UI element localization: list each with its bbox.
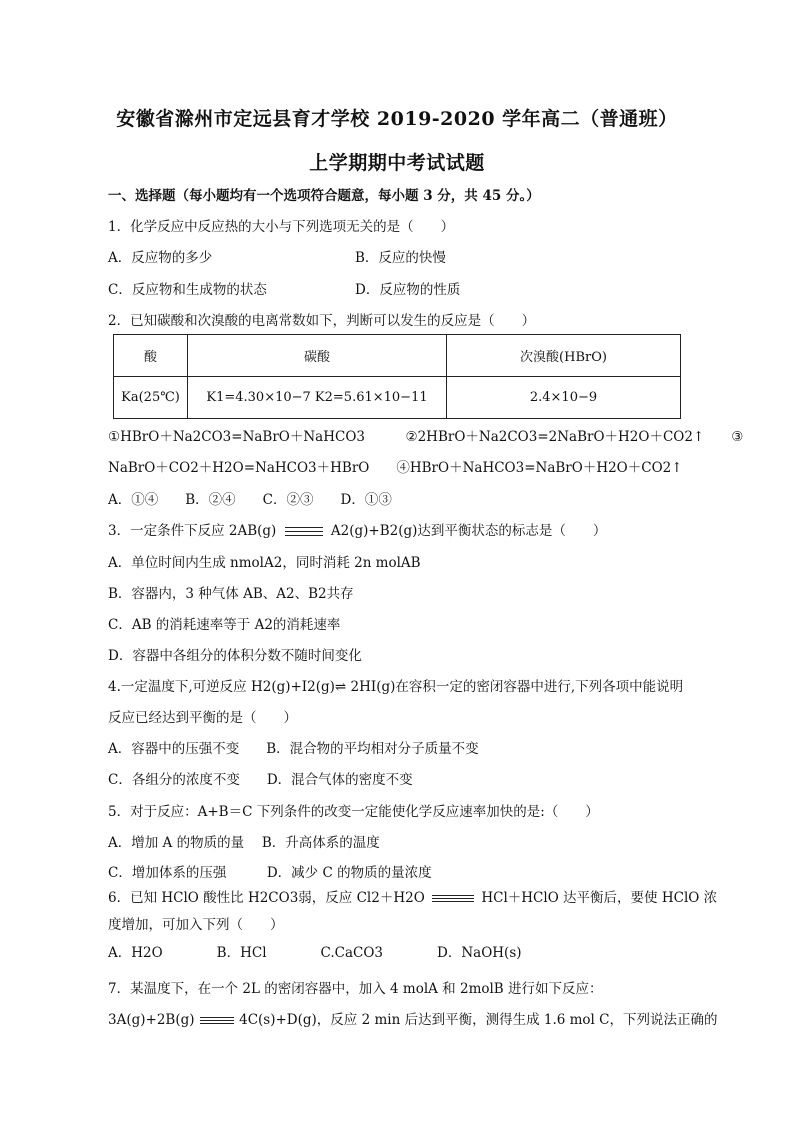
q6-stem-line1 xyxy=(108,888,717,908)
q1-option-c: C．反应物和生成物的状态 xyxy=(108,282,267,298)
q1-stem: 1．化学反应中反应热的大小与下列选项无关的是（ ） xyxy=(108,219,455,235)
table-header-row xyxy=(114,335,681,377)
q2-reactions-line2: NaBrO＋CO2＋H2O=NaHCO3＋HBrO ④HBrO＋NaHCO3=NaBrO＋H2O＋CO2↑ xyxy=(108,460,683,476)
q1-option-b: B．反应的快慢 xyxy=(355,250,446,266)
section-heading: 一、选择题（每小题均有一个选项符合题意，每小题 3 分，共 45 分。） xyxy=(108,188,540,204)
header-acid: 酸 xyxy=(114,335,188,377)
q6-stem-post: HCl＋HClO 达平衡后，要使 HClO 浓 xyxy=(481,890,718,906)
q1-option-d: D．反应物的性质 xyxy=(355,282,461,298)
q6-stem-pre: 6．已知 HClO 酸性比 H2CO3弱，反应 Cl2＋H2O xyxy=(108,890,425,906)
q3-stem xyxy=(108,521,606,541)
header-hbro: 次溴酸(HBrO) xyxy=(447,335,681,377)
q5-options-cd: C．增加体系的压强 D．减少 C 的物质的量浓度 xyxy=(108,865,432,881)
q2-choices: A．①④ B．②④ C．②③ D．①③ xyxy=(108,492,392,508)
q6-stem-line2: 度增加，可加入下列（ ） xyxy=(108,917,284,933)
exam-title-line1: 安徽省滁州市定远县育才学校 2019-2020 学年高二（普通班） xyxy=(116,108,678,130)
q1-option-a: A．反应物的多少 xyxy=(108,250,213,266)
q3-option-b: B．容器内，3 种气体 AB、A2、B2共存 xyxy=(108,586,354,602)
q3-stem-pre: 3．一定条件下反应 2AB(g) xyxy=(108,523,277,539)
q4-stem-line1: 4.一定温度下,可逆反应 H2(g)+I2(g)⇌ 2HI(g)在容积一定的密闭容器中进行,下列各项中能说明 xyxy=(108,679,684,695)
q2-stem: 2．已知碳酸和次溴酸的电离常数如下，判断可以发生的反应是（ ） xyxy=(108,313,536,329)
reversible-arrow-icon xyxy=(432,894,474,904)
q3-stem-post: A2(g)+B2(g)达到平衡状态的标志是（ ） xyxy=(330,523,607,539)
q6-choices: A．H2O B．HCl C.CaCO3 D．NaOH(s) xyxy=(108,945,522,961)
q3-option-d: D．容器中各组分的体积分数不随时间变化 xyxy=(108,648,362,664)
row-label-ka: Ka(25℃) xyxy=(114,377,188,419)
q7-stem-pre: 3A(g)+2B(g) xyxy=(108,1012,195,1028)
reversible-arrow-icon xyxy=(200,1016,234,1026)
carbonic-ka-values: K1=4.30×10−7 K2=5.61×10−11 xyxy=(188,377,447,419)
exam-title-line2: 上学期期中考试试题 xyxy=(309,152,485,174)
hbro-ka-value: 2.4×10−9 xyxy=(447,377,681,419)
q7-stem-line2 xyxy=(108,1010,718,1030)
q5-options-ab: A．增加 A 的物质的量 B．升高体系的温度 xyxy=(108,835,380,851)
q7-stem-line1: 7．某温度下，在一个 2L 的密闭容器中，加入 4 molA 和 2molB 进行如下反应： xyxy=(108,981,603,997)
q2-reactions-line1: ①HBrO＋Na2CO3=NaBrO＋NaHCO3 ②2HBrO＋Na2CO3=2NaBrO＋H2O＋CO2↑ ③ xyxy=(108,429,744,445)
q7-stem-post: 4C(s)+D(g)，反应 2 min 后达到平衡，测得生成 1.6 mol C，下列说法正确的 xyxy=(239,1012,718,1028)
header-carbonic-acid: 碳酸 xyxy=(188,335,447,377)
reversible-arrow-icon xyxy=(285,526,323,538)
ionization-constant-table xyxy=(113,334,681,419)
q3-option-c: C．AB 的消耗速率等于 A2的消耗速率 xyxy=(108,617,341,633)
q4-stem-line2: 反应已经达到平衡的是（ ） xyxy=(108,710,297,726)
q5-stem: 5．对于反应：A+B＝C 下列条件的改变一定能使化学反应速率加快的是:（ ） xyxy=(108,804,599,820)
q4-options-ab: A．容器中的压强不变 B．混合物的平均相对分子质量不变 xyxy=(108,741,479,757)
q3-option-a: A．单位时间内生成 nmolA2，同时消耗 2n molAB xyxy=(108,555,421,571)
q4-options-cd: C．各组分的浓度不变 D．混合气体的密度不变 xyxy=(108,772,413,788)
table-row xyxy=(114,377,681,419)
